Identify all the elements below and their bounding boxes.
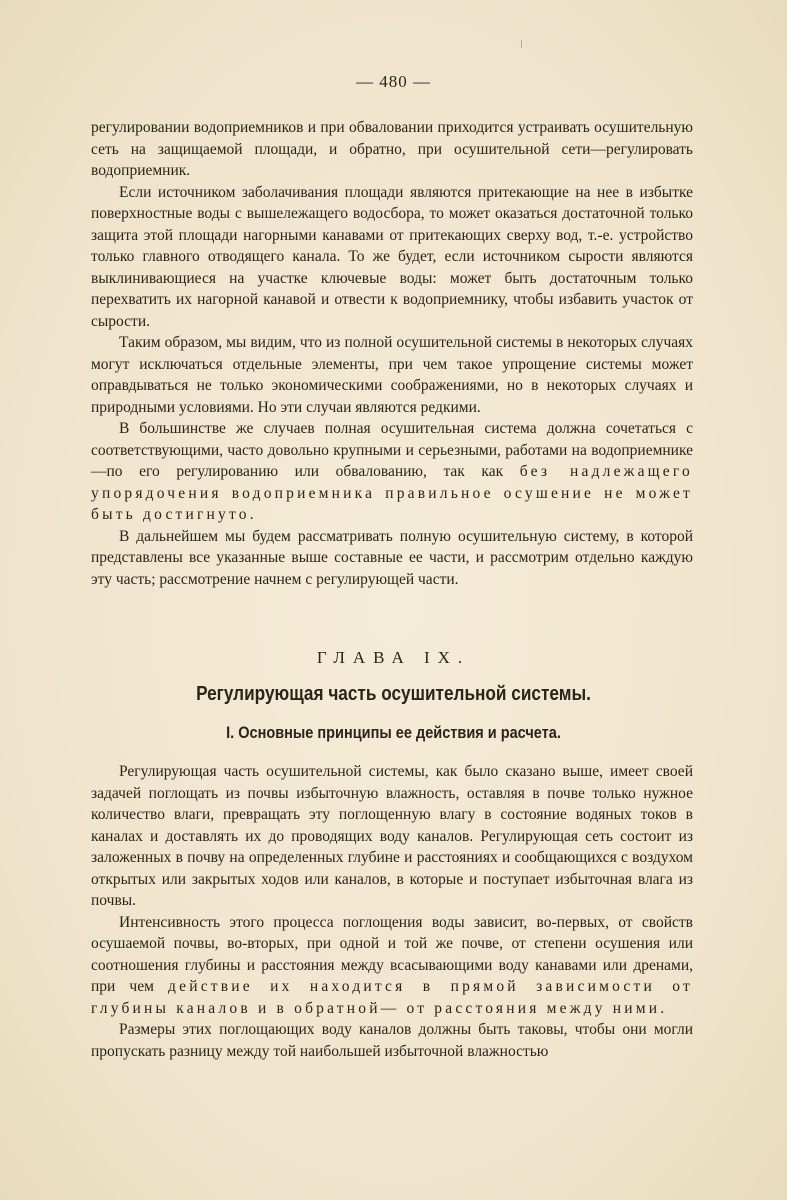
paragraph: Регулирующая часть осушительной системы, как было сказано выше, имеет своей задачей поглощать из почвы избыточную влажность, оставляя в почве только нужное количество влаги, превращать эту поглощенную влагу в состояние водяных токов в каналах и доставлять их до проводящих воду каналов. Регулирующая сеть состоит из заложенных в почву на определенных глубине и расстояниях и сообщающихся с воздухом открытых или закрытых ходов или каналов, в которые и поступает избыточная влага из почвы. [91,763,693,909]
intro-text-block [91,117,693,590]
scan-mark [521,40,522,48]
paragraph: Таким образом, мы видим, что из полной осушительной системы в некоторых случаях могут исключаться отдельные элементы, при чем такое упрощение системы может оправдываться не только экономическими соображениями, но в некоторых случаях и природными условиями. Но эти случаи являются редкими. [91,334,693,416]
chapter-label: ГЛАВА IX. [316,648,471,667]
chapter-text-block [91,761,693,1062]
paragraph: Интенсивность этого процесса поглощения воды зависит, во-первых, от свойств осушаемой почвы, во-вторых, при одной и той же почве, от степени осушения или соотношения глубины и расстояния между всасывающими воду канавами или дренами, при чем действие их находится в прямой зависимости от глубины каналов и в обратной— от расстояния между ними. [91,913,693,1017]
chapter-title: Регулирующая часть осушительной системы. [196,683,591,705]
page-number: — 480 — [356,72,431,91]
spaced-emphasis: без надлежащего упорядочения водоприемника правильное осушение не может быть достигнуто. [91,463,693,523]
paragraph: В большинстве же случаев полная осушительная система должна сочетаться с соответствующими, часто довольно крупными и серьезными, работами на водоприемнике—по его регулированию или обвалованию, так как без надлежащего упорядочения водоприемника правильное осушение не может быть достигнуто. [91,420,693,523]
paragraph: Размеры этих поглощающих воду каналов должны быть таковы, чтобы они могли пропускать разницу между той наибольшей избыточной влажностью [91,1021,693,1060]
paragraph: Если источником заболачивания площади являются притекающие на нее в избытке поверхностные воды с вышележащего водосбора, то может оказаться достаточной только защита этой площади нагорными канавами от притекающих сверху вод, т.-е. устройство только главного отводящего канала. То же будет, если источником сырости являются выклинивающиеся на участке ключевые воды: может быть достаточным только перехватить их нагорной канавой и отвести к водоприемнику, чтобы избавить участок от сырости. [91,183,693,330]
paragraph: регулировании водоприемников и при обваловании приходится устраивать осушительную сеть на защищаемой площади, и обратно, при осушительной сети—регулировать водоприемник. [91,119,693,179]
spaced-emphasis: действие их находится в прямой зависимости от глубины каналов и в обратной— от расстояния между ними. [91,978,693,1017]
section-title: I. Основные принципы ее действия и расчета. [226,724,561,742]
paragraph: В дальнейшем мы будем рассматривать полную осушительную систему, в которой представлены все указанные выше составные ее части, и рассмотрим отдельно каждую эту часть; рассмотрение начнем с регулирующей части. [91,527,693,588]
